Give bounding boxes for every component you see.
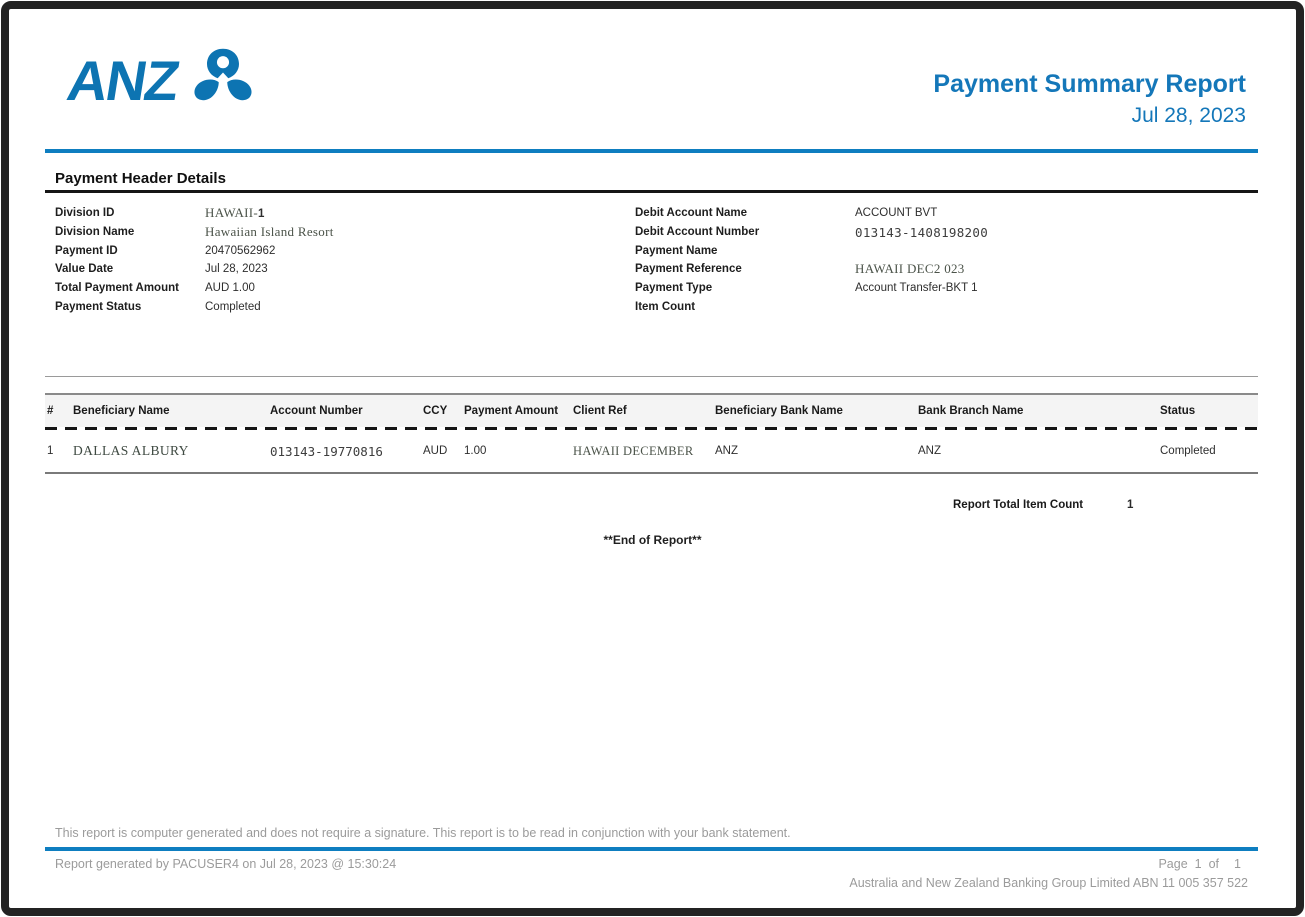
field-label: Payment ID bbox=[55, 244, 118, 257]
field-label: Total Payment Amount bbox=[55, 282, 179, 295]
disclaimer-text: This report is computer generated and does not require a signature. This report is to be read in conjunction with your bank statement. bbox=[55, 826, 791, 840]
table-row bbox=[45, 430, 1258, 472]
field-value: Jul 28, 2023 bbox=[205, 263, 268, 276]
field-value-serif-part: HAWAII- bbox=[205, 205, 259, 221]
field-label: Debit Account Name bbox=[635, 207, 748, 220]
field-label: Payment Reference bbox=[635, 263, 742, 276]
header-divider-line bbox=[45, 149, 1258, 153]
page-label: Page bbox=[1158, 857, 1188, 871]
field-value bbox=[205, 205, 265, 221]
table-header-row bbox=[45, 395, 1258, 427]
field-total-payment-amount bbox=[55, 279, 615, 298]
field-value: 013143-1408198200 bbox=[855, 224, 989, 240]
report-total-item-count-value: 1 bbox=[1127, 499, 1134, 511]
field-payment-type bbox=[635, 279, 1255, 298]
section-heading-underline bbox=[45, 190, 1258, 193]
field-payment-name bbox=[635, 241, 1255, 260]
column-header-bank-branch-name: Bank Branch Name bbox=[918, 405, 1024, 417]
field-value: ACCOUNT BVT bbox=[855, 207, 938, 220]
column-header-account-number: Account Number bbox=[270, 405, 363, 417]
table-top-line bbox=[45, 376, 1258, 377]
column-header-status: Status bbox=[1160, 405, 1196, 417]
column-header-client-ref: Client Ref bbox=[573, 405, 627, 417]
table-bottom-line bbox=[45, 472, 1258, 474]
page-number: 1 bbox=[1194, 857, 1202, 871]
field-label: Payment Type bbox=[635, 282, 713, 295]
field-payment-id bbox=[55, 241, 615, 260]
field-label: Item Count bbox=[635, 300, 696, 313]
cell-ccy: AUD bbox=[423, 445, 448, 457]
cell-num: 1 bbox=[47, 445, 54, 457]
field-division-id bbox=[55, 204, 615, 223]
field-value: 20470562962 bbox=[205, 244, 276, 257]
field-label: Debit Account Number bbox=[635, 226, 760, 239]
page-number-info bbox=[1158, 857, 1241, 871]
column-header-beneficiary-bank-name: Beneficiary Bank Name bbox=[715, 405, 843, 417]
cell-status: Completed bbox=[1160, 445, 1216, 457]
field-item-count bbox=[635, 297, 1255, 316]
field-label: Value Date bbox=[55, 263, 114, 276]
field-value: AUD 1.00 bbox=[205, 282, 255, 295]
field-label: Division ID bbox=[55, 207, 115, 220]
field-label: Payment Status bbox=[55, 300, 142, 313]
of-label: of bbox=[1208, 857, 1220, 871]
report-generated-text: Report generated by PACUSER4 on Jul 28, 2023 @ 15:30:24 bbox=[55, 857, 397, 871]
payment-header-fields-right bbox=[635, 204, 1255, 316]
anz-logo bbox=[63, 49, 259, 117]
field-label: Division Name bbox=[55, 226, 135, 239]
field-debit-account-name bbox=[635, 204, 1255, 223]
field-label: Payment Name bbox=[635, 244, 718, 257]
report-title-block bbox=[933, 70, 1246, 128]
field-value: Completed bbox=[205, 300, 261, 313]
section-heading-payment-header-details: Payment Header Details bbox=[55, 170, 226, 187]
field-division-name bbox=[55, 223, 615, 242]
report-date: Jul 28, 2023 bbox=[1131, 104, 1246, 127]
column-header-payment-amount: Payment Amount bbox=[464, 405, 559, 417]
anz-lotus-icon bbox=[187, 48, 259, 117]
column-header-beneficiary-name: Beneficiary Name bbox=[73, 405, 170, 417]
field-debit-account-number bbox=[635, 223, 1255, 242]
payment-items-table bbox=[45, 376, 1258, 474]
column-header-num: # bbox=[47, 405, 54, 417]
company-abn-text: Australia and New Zealand Banking Group Limited ABN 11 005 357 522 bbox=[849, 876, 1248, 890]
field-value: Account Transfer-BKT 1 bbox=[855, 282, 978, 295]
cell-beneficiary-bank-name: ANZ bbox=[715, 445, 738, 457]
report-total-item-count-label: Report Total Item Count bbox=[953, 499, 1084, 511]
footer-divider-line bbox=[45, 847, 1258, 851]
column-header-ccy: CCY bbox=[423, 405, 448, 417]
field-value: Hawaiian Island Resort bbox=[205, 224, 334, 240]
field-payment-reference bbox=[635, 260, 1255, 279]
field-value-date bbox=[55, 260, 615, 279]
field-value-bold-part: 1 bbox=[258, 208, 265, 221]
cell-beneficiary-name: DALLAS ALBURY bbox=[73, 443, 189, 458]
page-title: Payment Summary Report bbox=[933, 70, 1246, 98]
end-of-report-marker: **End of Report** bbox=[603, 533, 702, 547]
cell-bank-branch-name: ANZ bbox=[918, 445, 941, 457]
anz-wordmark: ANZ bbox=[63, 49, 183, 112]
cell-payment-amount: 1.00 bbox=[464, 445, 487, 457]
payment-header-fields-left bbox=[55, 204, 615, 316]
field-payment-status bbox=[55, 297, 615, 316]
cell-client-ref: HAWAII DECEMBER bbox=[573, 443, 694, 458]
field-value: HAWAII DEC2 023 bbox=[855, 261, 965, 277]
page-total: 1 bbox=[1234, 857, 1241, 871]
cell-account-number: 013143-19770816 bbox=[270, 443, 383, 459]
